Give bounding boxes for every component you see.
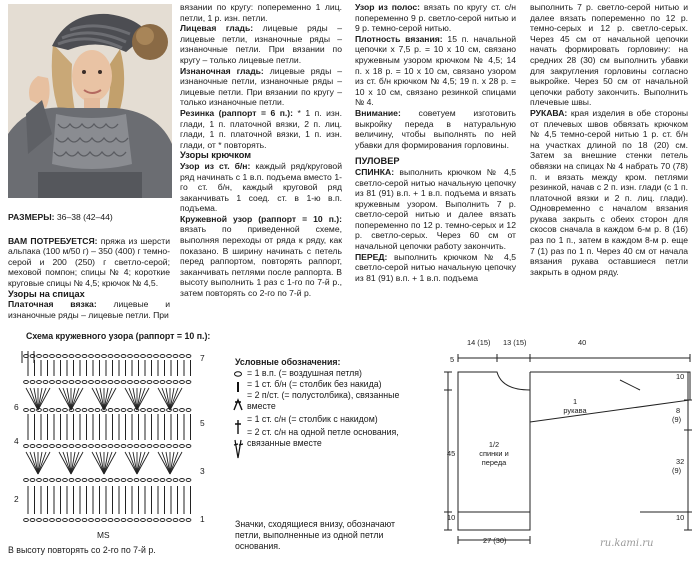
chain-symbol xyxy=(173,355,178,358)
rib-text: * 1 п. изн. глади, 1 п. платочной вязки, 2 п. лиц. глади, 1 п. платочной вязки, 1 п. изн. глади, от * повторять. xyxy=(180,107,343,150)
chain-symbol xyxy=(180,355,185,358)
chain-symbol xyxy=(108,355,113,358)
chain-symbol xyxy=(134,519,139,522)
fan-symbol xyxy=(170,452,178,474)
sc-pattern-text: каждый ряд/круговой ряд начинать с 1 в.п. подъема вместо 1-го ст. б/н, каждый круговой ряд заканчивать 1 соед. ст. в 1-ю в.п. подъема. xyxy=(180,160,343,214)
chain-symbol xyxy=(95,519,100,522)
chain-symbol xyxy=(69,479,74,482)
fan-symbol xyxy=(63,388,71,410)
row-number-4: 4 xyxy=(14,436,19,446)
dim-right-8: 8 xyxy=(676,406,681,415)
chain-symbol xyxy=(43,409,48,412)
chain-symbol xyxy=(186,355,191,358)
chain-symbol xyxy=(128,409,133,412)
chain-symbol xyxy=(24,445,29,448)
chain-symbol xyxy=(102,381,107,384)
chain-symbol xyxy=(95,381,100,384)
chain-symbol xyxy=(160,409,165,412)
chain-symbol xyxy=(43,355,48,358)
legend-half-double-together: = 2 п/ст. (= полустолбика), связанные вместе xyxy=(247,390,400,411)
chain-symbol xyxy=(141,445,146,448)
fan-symbol xyxy=(162,452,170,474)
sc-pattern-label: Узор из ст. б/н: xyxy=(180,160,251,171)
chain-symbol xyxy=(147,445,152,448)
chain-symbol xyxy=(69,445,74,448)
chain-symbol xyxy=(56,519,61,522)
attention-label: Внимание: xyxy=(355,107,401,118)
chain-symbol xyxy=(160,479,165,482)
sleeve-text: рукава xyxy=(563,406,587,415)
chain-symbol xyxy=(37,381,42,384)
chain-symbol xyxy=(115,409,120,412)
chain-symbol xyxy=(63,479,68,482)
fan-symbol xyxy=(30,452,38,474)
chain-symbol xyxy=(186,381,191,384)
dim-right-9: (9) xyxy=(672,415,682,424)
chain-symbol xyxy=(180,445,185,448)
chain-symbol xyxy=(50,445,55,448)
chain-symbol xyxy=(121,479,126,482)
stockinette-text: лицевые ряды – лицевые петли, изнаночные ряды – изнаночные петли. При вязании по кругу – только лицевые петли. xyxy=(180,23,343,65)
dim-top-left: 14 (15) xyxy=(467,338,491,347)
chain-symbol xyxy=(82,445,87,448)
chain-symbol xyxy=(173,409,178,412)
fan-symbol xyxy=(38,388,46,410)
front-text: выполнить крючком № 4,5 светло-серой нитью начальную цепочку из 81 (91) в.п. + 1 в.п. подъема xyxy=(355,251,517,283)
chain-symbol xyxy=(69,519,74,522)
row-number-3: 3 xyxy=(200,466,205,476)
chain-symbol xyxy=(43,479,48,482)
chain-symbol xyxy=(167,381,172,384)
chain-symbol xyxy=(147,355,152,358)
dim-right-10: 10 xyxy=(676,372,685,381)
sleeve-label xyxy=(555,397,595,415)
chain-symbol xyxy=(76,479,81,482)
garter-stitch-text: лицевые и изнаночные ряды – лицевые петли. При xyxy=(8,299,170,320)
dim-right-9b: (9) xyxy=(672,466,682,475)
chain-symbol xyxy=(37,479,42,482)
chain-symbol xyxy=(173,381,178,384)
chain-symbol xyxy=(167,445,172,448)
gauge-text: 15 п. начальной цепочки x 7,5 р. = 10 x 10 см, связано кружевным узором крючком № 4,5; 14 п. x 18 р. = 10 x 10 см, связано узором из ст. б/н крючком № 4,5; 19 п. x 28 р. = 10 x 10 см, связано резинкой спицами № 4. xyxy=(355,33,516,108)
stripes-text: вязать по кругу ст. с/н попеременно 9 р. светло-серой нитью и 9 р. темно-серой нитью. xyxy=(355,2,516,34)
chain-symbol xyxy=(115,479,120,482)
body-number: 1/2 xyxy=(488,440,500,449)
fan-symbol xyxy=(63,452,71,474)
chain-symbol xyxy=(56,409,61,412)
fan-symbol xyxy=(104,388,112,410)
crochet-patterns-heading: Узоры крючком xyxy=(180,150,252,161)
attention-text: советуем изготовить выкройку переда в натуральную величину, чтобы выполнять по ней убавки для формирования горловины. xyxy=(355,107,516,150)
chain-symbol xyxy=(56,381,61,384)
reverse-stockinette-text: лицевые ряды – изнаночные петли, изнаночные ряды – лицевые петли. При вязании по кругу – только изнаночные петли. xyxy=(180,65,343,108)
chain-symbol xyxy=(134,445,139,448)
chain-symbol xyxy=(167,355,172,358)
chain-symbol xyxy=(56,479,61,482)
chain-symbol xyxy=(89,355,94,358)
chain-symbol xyxy=(108,479,113,482)
fan-symbol xyxy=(137,452,145,474)
chain-symbol xyxy=(95,479,100,482)
chain-symbol xyxy=(141,409,146,412)
dim-left-5: 5 xyxy=(450,355,455,364)
chain-symbol xyxy=(102,479,107,482)
chain-symbol xyxy=(82,381,87,384)
chain-symbol xyxy=(147,519,152,522)
chain-symbol xyxy=(147,479,152,482)
chain-symbol xyxy=(24,409,29,412)
rib-label: Резинка (раппорт = 6 п.): xyxy=(180,107,294,118)
chain-symbol xyxy=(186,409,191,412)
scheme-repeat-note: В высоту повторять со 2-го по 7-й р. xyxy=(8,545,156,555)
chain-symbol xyxy=(95,409,100,412)
chain-symbol xyxy=(63,519,68,522)
chain-symbol xyxy=(167,479,172,482)
chain-symbol xyxy=(43,445,48,448)
dim-left-45: 45 xyxy=(447,449,456,458)
legend-double-crochet: = 1 ст. с/н (= столбик с накидом) xyxy=(247,414,378,424)
chain-symbol xyxy=(115,445,120,448)
chain-symbol xyxy=(89,445,94,448)
dim-bottom: 27 (30) xyxy=(483,536,507,545)
fan-symbol xyxy=(104,452,112,474)
chain-symbol xyxy=(128,479,133,482)
dim-top-right: 40 xyxy=(578,338,587,347)
chain-symbol xyxy=(108,409,113,412)
chain-symbol xyxy=(180,381,185,384)
column-4 xyxy=(530,2,688,277)
chain-symbol xyxy=(108,381,113,384)
fan-symbol xyxy=(162,388,170,410)
fan-symbol xyxy=(129,388,137,410)
chain-symbol xyxy=(167,519,172,522)
chain-symbol xyxy=(173,479,178,482)
body-text: спинки и переда xyxy=(479,449,509,467)
sleeves-label: РУКАВА: xyxy=(530,107,568,118)
chain-symbol xyxy=(128,355,133,358)
chain-symbol xyxy=(76,409,81,412)
chain-symbol xyxy=(186,519,191,522)
chain-symbol xyxy=(76,355,81,358)
dim-left-10: 10 xyxy=(447,513,456,522)
row-number-2: 2 xyxy=(14,494,19,504)
lace-pattern-label: Кружевной узор (раппорт = 10 п.): xyxy=(180,213,342,224)
chain-symbol xyxy=(30,381,35,384)
chain-symbol xyxy=(89,519,94,522)
stripes-label: Узор из полос: xyxy=(355,2,421,12)
chain-symbol xyxy=(82,479,87,482)
scheme-title: Схема кружевного узора (раппорт = 10 п.): xyxy=(26,331,211,341)
chain-symbol xyxy=(56,445,61,448)
chain-symbol xyxy=(160,355,165,358)
ms-label: MS xyxy=(97,530,110,540)
chain-symbol xyxy=(186,479,191,482)
fan-symbol xyxy=(96,388,104,410)
chain-symbol xyxy=(30,519,35,522)
sizes-label: РАЗМЕРЫ: xyxy=(8,212,55,222)
watermark: ru.kami.ru xyxy=(600,538,654,549)
chain-symbol xyxy=(108,445,113,448)
chain-symbol xyxy=(154,355,159,358)
chain-symbol xyxy=(121,381,126,384)
chain-symbol xyxy=(180,409,185,412)
chain-symbol xyxy=(82,409,87,412)
chain-symbol xyxy=(76,381,81,384)
chain-symbol xyxy=(24,479,29,482)
chain-symbol xyxy=(102,445,107,448)
chain-symbol xyxy=(147,409,152,412)
row-number-1: 1 xyxy=(200,514,205,524)
chain-symbol xyxy=(154,479,159,482)
chain-symbol xyxy=(50,409,55,412)
lace-pattern-text: вязать по приведенной схеме, выполняя переходы от ряда к ряду, как показано. В ширину начинать с петель перед раппортом, повторять раппорт, заканчивать петлями после раппорта. В высоту выполнить 1 раз с 1-го по 7-й р., затем повторять со 2-го по 7-й р. xyxy=(180,224,342,299)
lace-chart-symbols xyxy=(0,0,230,561)
fan-symbol xyxy=(129,452,137,474)
front-continued-text: выполнить 7 р. светло-серой нитью и далее вязать попеременно по 12 р. темно-серых и 12 р. светло-серых. Через 45 см от начальной цепочки начать формировать горловину: на средних 28 (30) см выполнить убавки для закругления горловины согласно выкройке. Через 50 см от начальной цепочки работу закончить. Выполнить плечевые швы. xyxy=(530,2,688,108)
chain-symbol xyxy=(115,381,120,384)
chain-symbol xyxy=(141,355,146,358)
body-label xyxy=(470,440,518,467)
garter-stitch-label: Платочная вязка: xyxy=(8,299,97,310)
chain-symbol xyxy=(43,519,48,522)
legend-chain: = 1 в.п. (= воздушная петля) xyxy=(247,368,362,378)
chain-symbol xyxy=(95,445,100,448)
chain-symbol xyxy=(134,479,139,482)
chain-symbol xyxy=(180,519,185,522)
chain-symbol xyxy=(76,519,81,522)
row-number-7: 7 xyxy=(200,353,205,363)
chain-symbol xyxy=(154,409,159,412)
chain-symbol xyxy=(134,381,139,384)
chain-symbol xyxy=(141,519,146,522)
fan-symbol xyxy=(137,388,145,410)
chain-symbol xyxy=(76,445,81,448)
chain-symbol xyxy=(141,381,146,384)
chain-symbol xyxy=(147,381,152,384)
chain-symbol xyxy=(121,519,126,522)
chain-symbol xyxy=(160,445,165,448)
legend-title: Условные обозначения: xyxy=(235,357,341,367)
chain-symbol xyxy=(69,355,74,358)
row-number-6: 6 xyxy=(14,402,19,412)
chain-symbol xyxy=(63,409,68,412)
chain-symbol xyxy=(95,355,100,358)
chain-symbol xyxy=(160,381,165,384)
chain-symbol xyxy=(115,519,120,522)
chain-symbol xyxy=(50,381,55,384)
materials-label: ВАМ ПОТРЕБУЕТСЯ: xyxy=(8,235,98,246)
chain-symbol xyxy=(37,355,42,358)
chain-symbol xyxy=(56,355,61,358)
chain-symbol xyxy=(82,355,87,358)
materials-text: пряжа из шерсти альпака (100 м/50 г) – 350 (400) г темно-серой и 200 (250) г светло-серой; меховой помпон; спицы № 4; короткие круговые спицы № 4,5; крючок № 4,5. xyxy=(8,235,170,288)
chain-symbol xyxy=(30,355,35,358)
legend-double-crochet-together: = 2 ст. с/н на одной петле основания, связанные вместе xyxy=(247,427,399,448)
round-knitting-text: вязании по кругу: попеременно 1 лиц. петли, 1 р. изн. петли. xyxy=(180,2,342,23)
chain-symbol xyxy=(63,355,68,358)
chain-symbol xyxy=(24,355,29,358)
fan-symbol xyxy=(71,452,79,474)
chain-symbol xyxy=(154,381,159,384)
chain-symbol xyxy=(30,479,35,482)
chain-symbol xyxy=(128,445,133,448)
chain-symbol xyxy=(50,519,55,522)
chain-symbol xyxy=(186,445,191,448)
chain-symbol xyxy=(63,381,68,384)
fan-symbol xyxy=(96,452,104,474)
chain-symbol xyxy=(24,519,29,522)
column-3 xyxy=(355,2,516,283)
chain-symbol xyxy=(37,519,42,522)
fan-symbol xyxy=(30,388,38,410)
chain-symbol xyxy=(89,381,94,384)
chain-symbol xyxy=(50,355,55,358)
row-number-5: 5 xyxy=(200,418,205,428)
reverse-stockinette-label: Изнаночная гладь: xyxy=(180,65,264,76)
chain-symbol xyxy=(173,445,178,448)
fan-symbol xyxy=(38,452,46,474)
back-label: СПИНКА: xyxy=(355,166,395,177)
chain-symbol xyxy=(121,409,126,412)
chain-symbol xyxy=(154,445,159,448)
knitting-patterns-heading: Узоры на спицах xyxy=(8,288,85,299)
chain-symbol xyxy=(121,355,126,358)
fan-symbol xyxy=(71,388,79,410)
chain-symbol xyxy=(160,519,165,522)
chain-symbol xyxy=(30,409,35,412)
chain-symbol xyxy=(108,519,113,522)
sizes-value: 36–38 (42–44) xyxy=(56,212,113,222)
fan-symbol xyxy=(170,388,178,410)
front-label: ПЕРЕД: xyxy=(355,251,388,262)
chain-symbol xyxy=(69,381,74,384)
chain-symbol xyxy=(134,355,139,358)
dim-right-32: 32 xyxy=(676,457,685,466)
chain-symbol xyxy=(43,381,48,384)
legend-list xyxy=(247,368,407,449)
chain-symbol xyxy=(63,445,68,448)
chain-symbol xyxy=(102,519,107,522)
sleeve-number: 1 xyxy=(572,397,578,406)
chain-symbol xyxy=(180,479,185,482)
chain-symbol xyxy=(128,381,133,384)
chain-symbol xyxy=(115,355,120,358)
chain-symbol xyxy=(30,445,35,448)
chain-symbol xyxy=(37,445,42,448)
chain-symbol xyxy=(89,479,94,482)
chain-symbol xyxy=(141,479,146,482)
chain-symbol xyxy=(121,445,126,448)
legend-single-crochet: = 1 ст. б/н (= столбик без накида) xyxy=(247,379,382,389)
back-text: выполнить крючком № 4,5 светло-серой нитью начальную цепочку из 81 (91) в.п. + 1 в.п. подъема и вязать кружевным узором. Выполнить 7 р. светло-серой нитью и далее вязать попеременно по 12 р. темно-серых и 12 р. светло-серых. Через 60 см от начальной цепочки работу закончить. xyxy=(355,166,517,252)
gauge-label: Плотность вязания: xyxy=(355,33,443,44)
sleeves-text: края изделия в обе стороны от плечевых швов обвязать крючком № 4,5 темно-серой нитью 1 р. ст. б/н на участках длиной по 18 (20) см. Затем за внешние стенки петель обвязки на спицах № 4 набрать 70 (78) п. и вязать между кром. петлями резинкой, начав с 2 п. изн. глади (с 1 п. платочной вязки и 2 п. лиц. глади). Одновременно с началом вязания рукава закрыть с обеих сторон для скосов сначала в каждом 6-м р. 8 (16) раз по 1 п., затем в каждом 8-м р. еще 7 (1) раз по 1 п. Через 40 см от начала вязания рукава оставшиеся петли закрыть в одном ряду. xyxy=(530,107,688,277)
dim-right-10b: 10 xyxy=(676,513,685,522)
pullover-heading: ПУЛОВЕР xyxy=(355,156,400,167)
chain-symbol xyxy=(173,519,178,522)
dim-top-mid: 13 (15) xyxy=(503,338,527,347)
chain-symbol xyxy=(82,519,87,522)
chain-symbol xyxy=(154,519,159,522)
legend-note: Значки, сходящиеся внизу, обозначают петли, выполненные из одной петли основания. xyxy=(235,519,396,551)
chain-symbol xyxy=(24,381,29,384)
chain-symbol xyxy=(102,355,107,358)
chain-symbol xyxy=(128,519,133,522)
chain-symbol xyxy=(89,409,94,412)
stockinette-label: Лицевая гладь: xyxy=(180,23,254,34)
chain-symbol xyxy=(50,479,55,482)
